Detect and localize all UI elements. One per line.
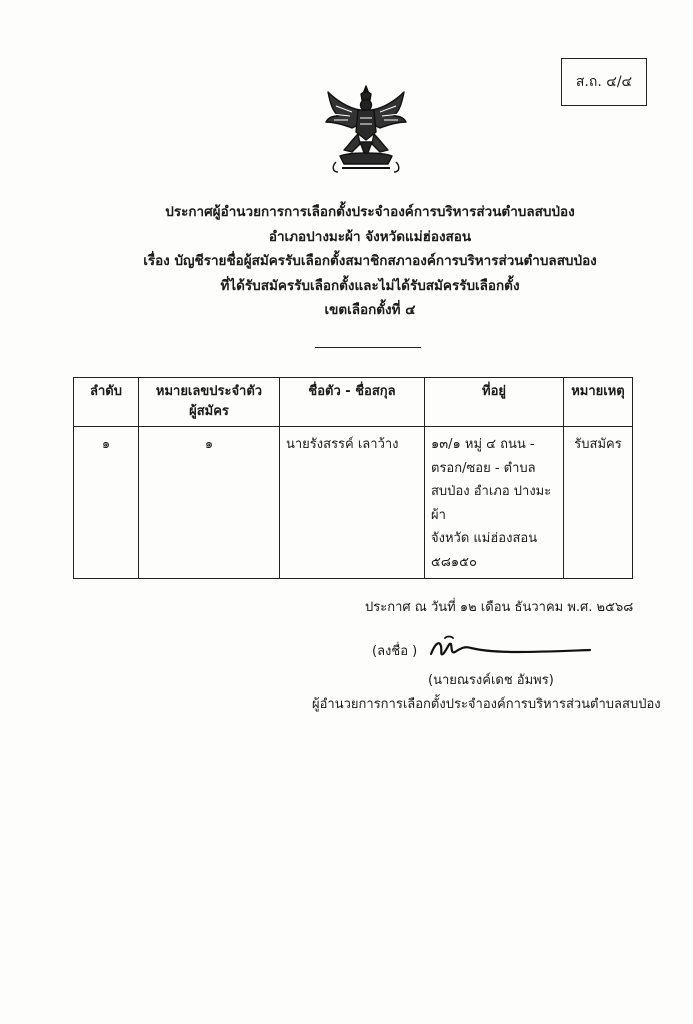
col-header-order: ลำดับ [74, 378, 139, 427]
cell-address [425, 427, 564, 579]
header-line-2: อำเภอปางมะผ้า จังหวัดแม่ฮ่องสอน [268, 228, 472, 245]
cell-note: รับสมัคร [564, 427, 633, 579]
header-divider [315, 347, 421, 348]
handwritten-signature-icon [425, 628, 595, 666]
form-code-box [561, 58, 647, 106]
form-code: ส.ถ. ๔/๔ [575, 74, 633, 90]
candidate-table [73, 377, 633, 579]
cell-order: ๑ [74, 427, 139, 579]
signer-title: ผู้อำนวยการการเลือกตั้งประจำองค์การบริหารส่วนตำบลสบป่อง [312, 697, 661, 712]
header-line-5: เขตเลือกตั้งที่ ๔ [324, 302, 416, 318]
address-line: ตรอก/ซอย - ตำบล [431, 460, 536, 476]
table-header-row [74, 378, 633, 427]
garuda-emblem-icon [322, 84, 410, 176]
announcement-date: ประกาศ ณ วันที่ ๑๒ เดือน ธันวาคม พ.ศ. ๒๕๖๘ [365, 600, 634, 615]
col-header-id-line-2: ผู้สมัคร [189, 404, 229, 419]
col-header-address: ที่อยู่ [425, 378, 564, 427]
address-line: ๕๘๑๕๐ [431, 554, 477, 570]
address-line: สบป่อง อำเภอ ปางมะผ้า [431, 484, 552, 523]
col-header-name: ชื่อตัว - ชื่อสกุล [280, 378, 425, 427]
address-line: ๑๓/๑ หมู่ ๔ ถนน - [431, 437, 535, 452]
table-row [74, 427, 633, 579]
col-header-candidate-id [139, 378, 280, 427]
header-line-1: ประกาศผู้อำนวยการการเลือกตั้งประจำองค์การบริหารส่วนตำบลสบป่อง [165, 204, 575, 220]
col-header-note: หมายเหตุ [564, 378, 633, 427]
signature-label: (ลงชื่อ ) [372, 644, 418, 659]
col-header-id-line-1: หมายเลขประจำตัว [155, 384, 263, 399]
signer-name: (นายณรงค์เดช อัมพร) [428, 673, 554, 688]
cell-candidate-id: ๑ [139, 427, 280, 579]
cell-name: นายรังสรรค์ เลาว้าง [280, 427, 425, 579]
announcement-header [60, 200, 680, 323]
address-line: จังหวัด แม่ฮ่องสอน [431, 531, 538, 546]
header-line-3: เรื่อง บัญชีรายชื่อผู้สมัครรับเลือกตั้งสมาชิกสภาองค์การบริหารส่วนตำบลสบป่อง [143, 253, 597, 269]
header-line-4: ที่ได้รับสมัครรับเลือกตั้งและไม่ได้รับสมัครรับเลือกตั้ง [220, 277, 520, 294]
